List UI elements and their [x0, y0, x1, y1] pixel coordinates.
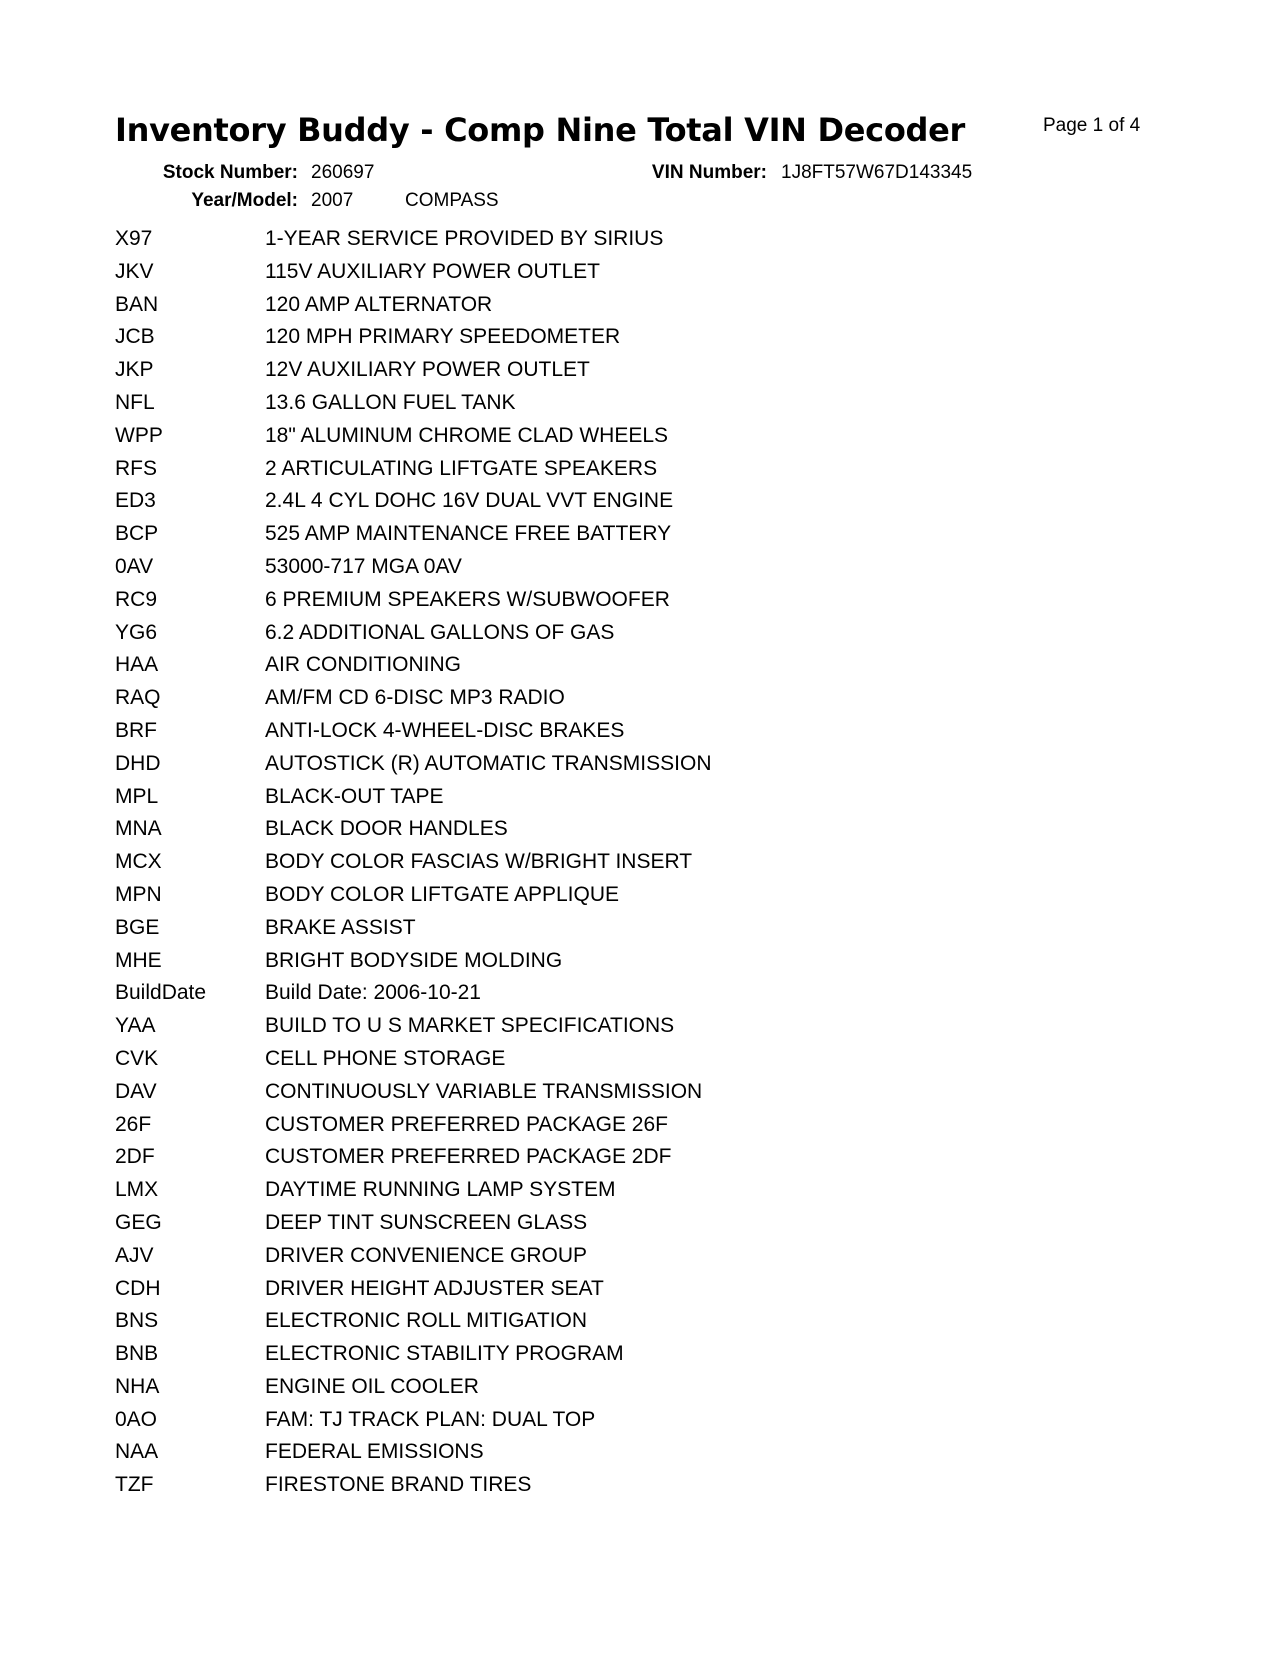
- document-title: Inventory Buddy - Comp Nine Total VIN Decoder: [115, 111, 966, 149]
- option-row: [0, 1342, 1280, 1375]
- option-code: BAN: [115, 292, 159, 316]
- option-row: [0, 1375, 1280, 1408]
- option-code: MPN: [115, 882, 162, 906]
- option-code: 0AO: [115, 1407, 158, 1431]
- option-description: 525 AMP MAINTENANCE FREE BATTERY: [265, 522, 672, 546]
- option-row: [0, 1080, 1280, 1113]
- option-row: [0, 1244, 1280, 1277]
- option-list: [0, 227, 1280, 1506]
- option-code: ED3: [115, 489, 156, 513]
- option-row: [0, 883, 1280, 916]
- option-description: ENGINE OIL COOLER: [265, 1374, 479, 1398]
- option-row: [0, 752, 1280, 785]
- option-row: [0, 293, 1280, 326]
- option-code: CDH: [115, 1276, 161, 1300]
- option-row: [0, 1047, 1280, 1080]
- option-row: [0, 785, 1280, 818]
- option-row: [0, 227, 1280, 260]
- option-row: [0, 916, 1280, 949]
- option-code: TZF: [115, 1473, 154, 1497]
- year-model-label: Year/Model:: [191, 190, 298, 211]
- option-description: 2.4L 4 CYL DOHC 16V DUAL VVT ENGINE: [265, 489, 674, 513]
- option-description: 120 AMP ALTERNATOR: [265, 292, 493, 316]
- option-description: 53000-717 MGA 0AV: [265, 554, 462, 578]
- option-row: [0, 653, 1280, 686]
- vin-number-label: VIN Number:: [651, 162, 767, 183]
- option-description: Build Date: 2006-10-21: [265, 981, 481, 1005]
- option-row: [0, 1473, 1280, 1506]
- option-description: BODY COLOR LIFTGATE APPLIQUE: [265, 882, 619, 906]
- option-description: BRIGHT BODYSIDE MOLDING: [265, 948, 563, 972]
- option-code: MHE: [115, 948, 162, 972]
- option-code: RFS: [115, 456, 157, 480]
- option-code: RC9: [115, 587, 158, 611]
- option-description: 6.2 ADDITIONAL GALLONS OF GAS: [265, 620, 615, 644]
- option-row: [0, 391, 1280, 424]
- option-code: JKP: [115, 358, 154, 382]
- option-description: DRIVER HEIGHT ADJUSTER SEAT: [265, 1276, 604, 1300]
- option-row: [0, 621, 1280, 654]
- option-description: DAYTIME RUNNING LAMP SYSTEM: [265, 1178, 616, 1202]
- option-code: GEG: [115, 1210, 162, 1234]
- option-description: DEEP TINT SUNSCREEN GLASS: [265, 1210, 588, 1234]
- option-row: [0, 457, 1280, 490]
- option-code: DAV: [115, 1079, 157, 1103]
- stock-number-value: 260697: [311, 162, 375, 183]
- option-code: BNB: [115, 1342, 159, 1366]
- option-code: HAA: [115, 653, 159, 677]
- option-row: [0, 850, 1280, 883]
- option-row: [0, 817, 1280, 850]
- option-code: NAA: [115, 1440, 159, 1464]
- option-description: ELECTRONIC ROLL MITIGATION: [265, 1309, 588, 1333]
- option-code: LMX: [115, 1178, 159, 1202]
- option-code: DHD: [115, 751, 161, 775]
- option-code: X97: [115, 227, 153, 250]
- option-row: [0, 981, 1280, 1014]
- year-value: 2007: [311, 190, 354, 211]
- option-description: 12V AUXILIARY POWER OUTLET: [265, 358, 590, 382]
- option-code: CVK: [115, 1046, 159, 1070]
- option-row: [0, 1277, 1280, 1310]
- option-row: [0, 555, 1280, 588]
- option-code: 26F: [115, 1112, 152, 1136]
- option-code: NFL: [115, 390, 155, 414]
- option-description: FEDERAL EMISSIONS: [265, 1440, 484, 1464]
- option-description: FIRESTONE BRAND TIRES: [265, 1473, 532, 1497]
- option-code: JKV: [115, 259, 154, 283]
- option-row: [0, 588, 1280, 621]
- option-row: [0, 1440, 1280, 1473]
- option-description: 1-YEAR SERVICE PROVIDED BY SIRIUS: [265, 227, 664, 250]
- option-description: AM/FM CD 6-DISC MP3 RADIO: [265, 686, 565, 710]
- option-row: [0, 358, 1280, 391]
- option-code: BuildDate: [115, 981, 207, 1005]
- option-description: AIR CONDITIONING: [265, 653, 462, 677]
- option-description: CUSTOMER PREFERRED PACKAGE 26F: [265, 1112, 668, 1136]
- option-code: NHA: [115, 1374, 160, 1398]
- option-code: RAQ: [115, 686, 161, 710]
- option-row: [0, 1408, 1280, 1441]
- option-row: [0, 1211, 1280, 1244]
- option-description: 2 ARTICULATING LIFTGATE SPEAKERS: [265, 456, 658, 480]
- page-number: Page 1 of 4: [1043, 115, 1141, 136]
- option-row: [0, 325, 1280, 358]
- option-row: [0, 1145, 1280, 1178]
- option-description: BRAKE ASSIST: [265, 915, 416, 939]
- option-description: FAM: TJ TRACK PLAN: DUAL TOP: [265, 1407, 596, 1431]
- option-row: [0, 522, 1280, 555]
- option-row: [0, 489, 1280, 522]
- option-description: ANTI-LOCK 4-WHEEL-DISC BRAKES: [265, 718, 625, 742]
- option-description: BLACK-OUT TAPE: [265, 784, 444, 808]
- stock-number-label: Stock Number:: [162, 162, 298, 183]
- option-code: 0AV: [115, 554, 154, 578]
- option-row: [0, 719, 1280, 752]
- option-code: BRF: [115, 718, 157, 742]
- option-description: 6 PREMIUM SPEAKERS W/SUBWOOFER: [265, 587, 670, 611]
- option-description: ELECTRONIC STABILITY PROGRAM: [265, 1342, 624, 1366]
- option-row: [0, 1014, 1280, 1047]
- option-code: BGE: [115, 915, 160, 939]
- option-code: BCP: [115, 522, 159, 546]
- option-code: AJV: [115, 1243, 154, 1267]
- option-row: [0, 1113, 1280, 1146]
- option-code: MCX: [115, 850, 162, 874]
- option-code: MPL: [115, 784, 159, 808]
- option-description: 18" ALUMINUM CHROME CLAD WHEELS: [265, 423, 669, 447]
- vin-number-row: [0, 162, 1280, 186]
- option-row: [0, 1178, 1280, 1211]
- option-row: [0, 260, 1280, 293]
- option-description: BLACK DOOR HANDLES: [265, 817, 508, 841]
- option-code: JCB: [115, 325, 155, 349]
- option-code: BNS: [115, 1309, 159, 1333]
- option-code: YAA: [115, 1014, 156, 1038]
- option-code: MNA: [115, 817, 162, 841]
- option-description: DRIVER CONVENIENCE GROUP: [265, 1243, 588, 1267]
- option-description: 120 MPH PRIMARY SPEEDOMETER: [265, 325, 621, 349]
- option-description: BODY COLOR FASCIAS W/BRIGHT INSERT: [265, 850, 693, 874]
- option-row: [0, 424, 1280, 457]
- option-description: CUSTOMER PREFERRED PACKAGE 2DF: [265, 1145, 672, 1169]
- model-value: COMPASS: [405, 190, 499, 211]
- option-description: BUILD TO U S MARKET SPECIFICATIONS: [265, 1014, 675, 1038]
- option-row: [0, 949, 1280, 982]
- vin-number-value: 1J8FT57W67D143345: [781, 162, 973, 183]
- option-description: CELL PHONE STORAGE: [265, 1046, 506, 1070]
- option-row: [0, 686, 1280, 719]
- option-code: WPP: [115, 423, 163, 447]
- year-model-row: [0, 190, 1280, 214]
- option-description: CONTINUOUSLY VARIABLE TRANSMISSION: [265, 1079, 703, 1103]
- option-row: [0, 1309, 1280, 1342]
- option-code: 2DF: [115, 1145, 155, 1169]
- option-description: 115V AUXILIARY POWER OUTLET: [265, 259, 600, 283]
- option-code: YG6: [115, 620, 158, 644]
- option-description: 13.6 GALLON FUEL TANK: [265, 390, 516, 414]
- option-description: AUTOSTICK (R) AUTOMATIC TRANSMISSION: [265, 751, 712, 775]
